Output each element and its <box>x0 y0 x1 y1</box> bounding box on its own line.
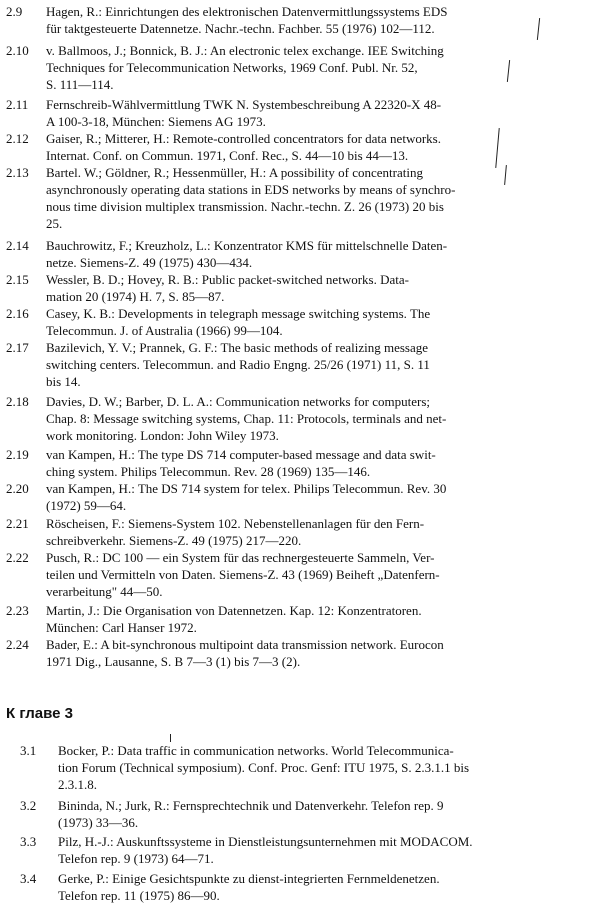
reference-text: v. Ballmoos, J.; Bonnick, B. J.: An electronic telex exchange. IEE Switching Techniques for Telecommunication Networks, 1969 Conf. Publ. Nr. 52, S. 111—114. <box>46 43 444 92</box>
reference-text: Pusch, R.: DC 100 — ein System für das rechnergesteuerte Sammeln, Ver- teilen und Vermitteln von Daten. Siemens-Z. 43 (1969) Beiheft „Datenfern- verarbeitung" 44—50. <box>46 550 440 599</box>
reference-number: 2.24 <box>6 637 29 652</box>
reference-text: Bauchrowitz, F.; Kreuzholz, L.: Konzentrator KMS für mittelschnelle Daten- netze. Siemens-Z. 49 (1975) 430—434. <box>46 238 448 270</box>
reference-text: Pilz, H.-J.: Auskunftssysteme in Dienstleistungsunternehmen mit MODACOM. Telefon rep. 9 (1973) 64—71. <box>58 834 473 866</box>
reference-text: Bocker, P.: Data traffic in communication networks. World Telecommunica- tion Forum (Technical symposium). Conf. Proc. Genf: ITU 1975, S. 2.3.1.1 bis 2.3.1.8. <box>58 743 470 792</box>
reference-text: Hagen, R.: Einrichtungen des elektronischen Datenvermittlungssystems EDS für taktgesteuerte Datennetze. Nachr.-techn. Fachber. 55 (1976) 102—112. <box>46 4 448 36</box>
reference-number: 2.15 <box>6 272 29 287</box>
reference-number: 3.3 <box>20 834 37 849</box>
reference-number: 2.21 <box>6 516 29 531</box>
reference-number: 2.19 <box>6 447 29 462</box>
reference-text: Davies, D. W.; Barber, D. L. A.: Communication networks for computers; Chap. 8: Message switching systems, Chap. 11: Protocols, terminals and net- work monitoring. London: John Wiley 1973. <box>46 394 447 443</box>
reference-number: 2.13 <box>6 165 29 180</box>
reference-number: 2.12 <box>6 131 29 146</box>
reference-text: Fernschreib-Wählvermittlung TWK N. Systembeschreibung A 22320-X 48- A 100-3-18, München: Siemens AG 1973. <box>46 97 442 129</box>
pen-mark <box>170 734 171 742</box>
reference-number: 2.18 <box>6 394 29 409</box>
reference-text: Wessler, B. D.; Hovey, R. B.: Public packet-switched networks. Data- mation 20 (1974) H. 7, S. 85—87. <box>46 272 409 304</box>
reference-text: Martin, J.: Die Organisation von Datennetzen. Kap. 12: Konzentratoren. München: Carl Hanser 1972. <box>46 603 422 635</box>
reference-text: Gaiser, R.; Mitterer, H.: Remote-controlled concentrators for data networks. Internat. Conf. on Commun. 1971, Conf. Rec., S. 44—10 bis 44—13. <box>46 131 441 163</box>
reference-number: 2.10 <box>6 43 29 58</box>
reference-number: 2.23 <box>6 603 29 618</box>
reference-text: van Kampen, H.: The DS 714 system for telex. Philips Telecommun. Rev. 30 (1972) 59—64. <box>46 481 447 513</box>
reference-number: 2.22 <box>6 550 29 565</box>
reference-text: Röscheisen, F.: Siemens-System 102. Nebenstellenanlagen für den Fern- schreibverkehr. Siemens-Z. 49 (1975) 217—220. <box>46 516 425 548</box>
reference-text: Casey, K. B.: Developments in telegraph message switching systems. The Telecommun. J. of Australia (1966) 99—104. <box>46 306 431 338</box>
reference-number: 3.2 <box>20 798 37 813</box>
reference-text: Bartel. W.; Göldner, R.; Hessenmüller, H.: A possibility of concentrating asynchronously operating data stations in EDS networks by means of synchro- nous time division multiplex transmission. Nachr.-techn. Z. 26 (1973) 20 bis 25. <box>46 165 456 231</box>
chapter-3-heading: К главе 3 <box>6 705 73 722</box>
reference-text: Gerke, P.: Einige Gesichtspunkte zu dienst-integrierten Fernmeldenetzen. Telefon rep. 11 (1975) 86—90. <box>58 871 440 903</box>
reference-number: 2.17 <box>6 340 29 355</box>
reference-text: Bader, E.: A bit-synchronous multipoint data transmission network. Eurocon 1971 Dig., Lausanne, S. B 7—3 (1) bis 7—3 (2). <box>46 637 444 669</box>
reference-number: 3.4 <box>20 871 37 886</box>
reference-text: van Kampen, H.: The type DS 714 computer-based message and data swit- ching system. Philips Telecommun. Rev. 28 (1969) 135—146. <box>46 447 436 479</box>
reference-number: 2.20 <box>6 481 29 496</box>
reference-text: Bininda, N.; Jurk, R.: Fernsprechtechnik und Datenverkehr. Telefon rep. 9 (1973) 33—36. <box>58 798 444 830</box>
reference-text: Bazilevich, Y. V.; Prannek, G. F.: The basic methods of realizing message switching centers. Telecommun. and Radio Engng. 25/26 (1971) 11, S. 11 bis 14. <box>46 340 430 389</box>
reference-number: 2.9 <box>6 4 23 19</box>
reference-number: 3.1 <box>20 743 37 758</box>
reference-number: 2.11 <box>6 97 29 112</box>
reference-number: 2.14 <box>6 238 29 253</box>
reference-number: 2.16 <box>6 306 29 321</box>
